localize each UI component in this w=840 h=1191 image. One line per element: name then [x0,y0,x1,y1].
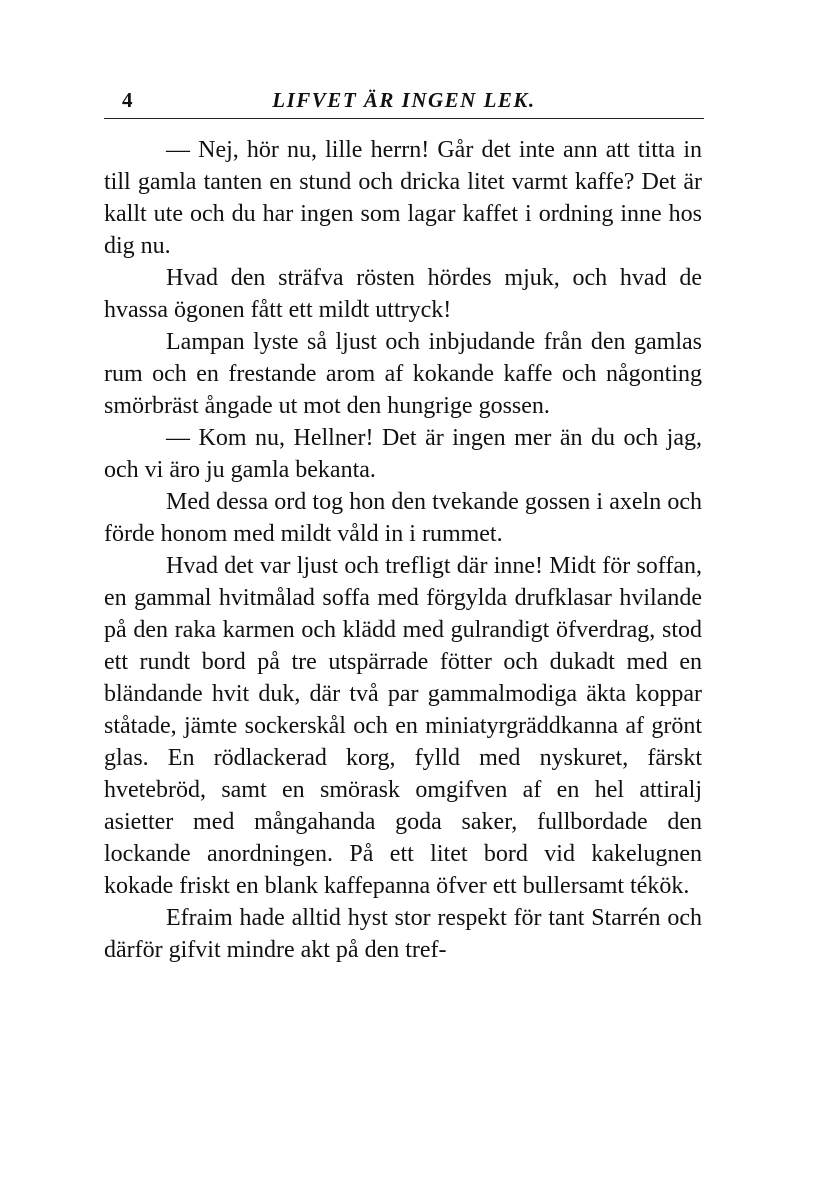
page-number: 4 [122,88,133,112]
paragraph: Med dessa ord tog hon den tvekande gossen i axeln och förde honom med mildt våld in i rummet. [104,489,702,547]
paragraph: Hvad det var ljust och trefligt där inne! Midt för soffan, en gammal hvitmålad soffa med förgylda drufklasar hvilande på den raka karmen och klädd med gulrandigt öfverdrag, stod ett rundt bord på tre utspärrade fötter och dukadt med en bländande hvit duk, där två par gammalmodiga äkta koppar ståtade, jämte sockerskål och en miniatyrgräddkanna af grönt glas. En rödlackerad korg, fylld med nyskuret, färskt hvetebröd, samt en smörask omgifven af en hel attiralj asietter med mångahanda goda saker, fullbordade den lockande anordningen. På ett litet bord vid kakelugnen kokade friskt en blank kaffepanna öfver ett bullersamt tékök. [104,553,702,899]
running-title: LIFVET ÄR INGEN LEK. [272,88,536,112]
text-body [104,134,702,966]
paragraph: Hvad den sträfva rösten hördes mjuk, och hvad de hvassa ögonen fått ett mildt uttryck! [104,265,702,323]
paragraph: Efraim hade alltid hyst stor respekt för tant Starrén och därför gifvit mindre akt på den tref- [104,905,702,963]
paragraph: — Kom nu, Hellner! Det är ingen mer än du och jag, och vi äro ju gamla bekanta. [104,425,702,483]
paragraph: Lampan lyste så ljust och inbjudande från den gamlas rum och en frestande arom af kokande kaffe och någonting smörbräst ångade ut mot den hungrige gossen. [104,329,702,419]
page-header [104,84,704,120]
header-rule [104,118,704,119]
paragraph: — Nej, hör nu, lille herrn! Går det inte ann att titta in till gamla tanten en stund och dricka litet varmt kaffe? Det är kallt ute och du har ingen som lagar kaffet i ordning inne hos dig nu. [104,137,702,259]
